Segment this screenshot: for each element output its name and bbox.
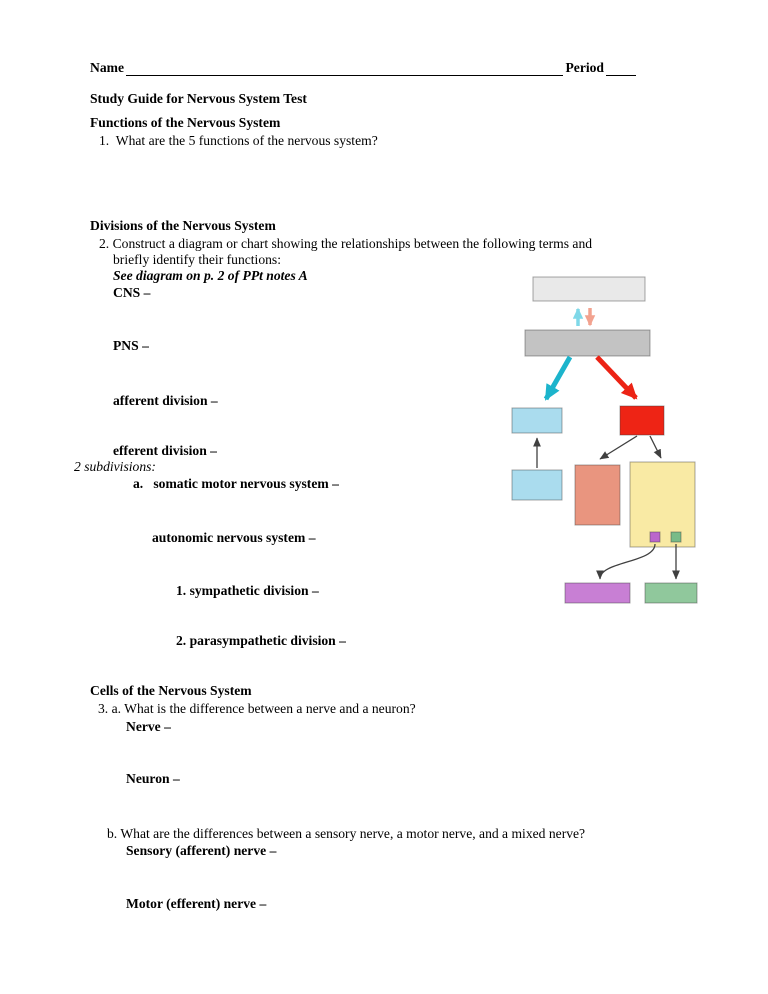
flowchart-box-blue-upper <box>512 408 562 433</box>
connector-red-to-yellow <box>650 436 661 458</box>
doc-title: Study Guide for Nervous System Test <box>90 91 307 106</box>
flowchart-box-red <box>620 406 664 435</box>
functions-heading: Functions of the Nervous System <box>90 115 281 130</box>
term-parasympathetic: 2. parasympathetic division – <box>176 633 346 648</box>
flowchart-square-purple <box>650 532 660 542</box>
flowchart-box-gray-top <box>533 277 645 301</box>
arrow-thick-teal <box>546 357 570 399</box>
term-sensory-nerve: Sensory (afferent) nerve – <box>126 843 277 858</box>
connector-purple-down <box>600 544 655 579</box>
flowchart-box-blue-lower <box>512 470 562 500</box>
term-neuron: Neuron – <box>126 771 180 786</box>
arrow-thick-red <box>597 357 636 398</box>
flowchart-box-gray <box>525 330 650 356</box>
flowchart-square-green <box>671 532 681 542</box>
nervous-system-flowchart <box>500 270 710 620</box>
term-cns: CNS – <box>113 285 151 300</box>
term-nerve: Nerve – <box>126 719 171 734</box>
period-label: Period <box>565 60 604 75</box>
question-2-line1: 2. Construct a diagram or chart showing the relationships between the following terms and <box>99 236 593 251</box>
question-2-line2: briefly identify their functions: <box>113 252 281 267</box>
cells-heading: Cells of the Nervous System <box>90 683 252 698</box>
name-blank-line[interactable] <box>126 62 564 76</box>
flowchart-box-green <box>645 583 697 603</box>
term-afferent: afferent division – <box>113 393 218 408</box>
question-3a: 3. a. What is the difference between a nerve and a neuron? <box>98 701 416 716</box>
flowchart-svg <box>500 270 710 620</box>
term-somatic: a. somatic motor nervous system – <box>133 476 339 491</box>
subdivisions-note: 2 subdivisions: <box>74 459 156 474</box>
connector-red-to-salmon <box>600 436 637 459</box>
name-period-row <box>90 60 638 76</box>
question-3b: b. What are the differences between a sensory nerve, a motor nerve, and a mixed nerve? <box>107 826 586 841</box>
flowchart-box-yellow <box>630 462 695 547</box>
flowchart-box-salmon <box>575 465 620 525</box>
divisions-heading: Divisions of the Nervous System <box>90 218 276 233</box>
period-blank-line[interactable] <box>606 62 636 76</box>
question-1: 1. What are the 5 functions of the nervous system? <box>99 133 378 148</box>
flowchart-box-purple <box>565 583 630 603</box>
see-diagram-note: See diagram on p. 2 of PPt notes A <box>113 268 308 283</box>
term-autonomic: autonomic nervous system – <box>152 530 316 545</box>
term-motor-nerve: Motor (efferent) nerve – <box>126 896 267 911</box>
term-pns: PNS – <box>113 338 149 353</box>
term-efferent: efferent division – <box>113 443 217 458</box>
name-label: Name <box>90 60 124 75</box>
term-sympathetic: 1. sympathetic division – <box>176 583 319 598</box>
